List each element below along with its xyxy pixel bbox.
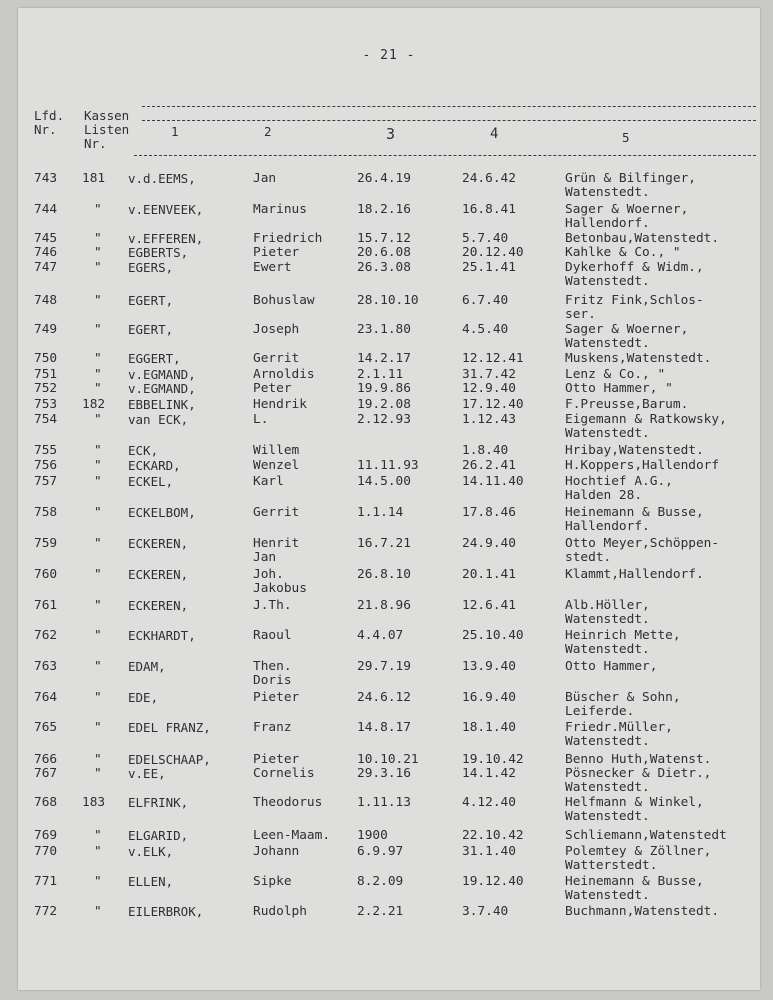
header-rule-bottom xyxy=(134,155,756,156)
row-birth-date: 14.8.17 xyxy=(357,720,411,735)
row-given-name: Hendrik xyxy=(253,397,307,412)
row-surname: ECKEL, xyxy=(128,474,174,489)
row-kassen-nr: " xyxy=(94,231,102,246)
row-surname: ECKHARDT, xyxy=(128,628,196,643)
row-given-name: Sipke xyxy=(253,874,292,889)
row-given-name: Willem xyxy=(253,443,300,458)
row-date: 22.10.42 xyxy=(462,828,524,843)
row-number: 759 xyxy=(34,536,58,551)
row-employer: F.Preusse,Barum. xyxy=(565,397,689,412)
row-employer: Polemtey & Zöllner, Watterstedt. xyxy=(565,844,712,874)
row-given-name: Bohuslaw xyxy=(253,293,315,308)
row-kassen-nr: " xyxy=(94,598,102,613)
row-birth-date: 1.1.14 xyxy=(357,505,404,520)
row-date: 1.8.40 xyxy=(462,443,509,458)
row-given-name: Henrit Jan xyxy=(253,536,300,566)
row-employer: Hribay,Watenstedt. xyxy=(565,443,704,458)
row-birth-date: 4.4.07 xyxy=(357,628,404,643)
row-given-name: Franz xyxy=(253,720,292,735)
row-birth-date: 2.12.93 xyxy=(357,412,411,427)
row-given-name: Karl xyxy=(253,474,284,489)
header-col-5: 5 xyxy=(622,130,630,145)
row-date: 1.12.43 xyxy=(462,412,516,427)
row-kassen-nr: " xyxy=(94,351,102,366)
row-birth-date: 21.8.96 xyxy=(357,598,411,613)
row-employer: Lenz & Co., " xyxy=(565,367,666,382)
row-given-name: Gerrit xyxy=(253,351,300,366)
row-employer: Hochtief A.G., Halden 28. xyxy=(565,474,673,504)
row-surname: EGERT, xyxy=(128,322,174,337)
row-birth-date: 16.7.21 xyxy=(357,536,411,551)
row-kassen-nr: " xyxy=(94,720,102,735)
row-surname: ECKEREN, xyxy=(128,567,189,582)
row-employer: Heinemann & Busse, Hallendorf. xyxy=(565,505,704,535)
header-rule-top-second xyxy=(142,120,756,121)
row-date: 18.1.40 xyxy=(462,720,516,735)
row-surname: ECKEREN, xyxy=(128,598,189,613)
header-col-1: 1 xyxy=(171,124,179,139)
row-date: 13.9.40 xyxy=(462,659,516,674)
row-kassen-nr: 181 xyxy=(82,171,106,186)
row-number: 768 xyxy=(34,795,58,810)
row-kassen-nr: " xyxy=(94,322,102,337)
row-birth-date: 29.3.16 xyxy=(357,766,411,781)
row-date: 24.9.40 xyxy=(462,536,516,551)
row-surname: EGERT, xyxy=(128,293,174,308)
row-date: 20.1.41 xyxy=(462,567,516,582)
row-employer: Kahlke & Co., " xyxy=(565,245,681,260)
row-given-name: L. xyxy=(253,412,269,427)
row-date: 14.1.42 xyxy=(462,766,516,781)
row-date: 31.1.40 xyxy=(462,844,516,859)
row-employer: Alb.Höller, Watenstedt. xyxy=(565,598,650,628)
row-kassen-nr: " xyxy=(94,474,102,489)
row-number: 752 xyxy=(34,381,58,396)
row-date: 19.10.42 xyxy=(462,752,524,767)
row-surname: van ECK, xyxy=(128,412,189,427)
row-employer: Pösnecker & Dietr., Watenstedt. xyxy=(565,766,712,796)
row-date: 14.11.40 xyxy=(462,474,524,489)
row-birth-date: 29.7.19 xyxy=(357,659,411,674)
row-date: 12.6.41 xyxy=(462,598,516,613)
row-given-name: Pieter xyxy=(253,245,300,260)
row-surname: ECKEREN, xyxy=(128,536,189,551)
row-date: 12.9.40 xyxy=(462,381,516,396)
row-employer: Heinemann & Busse, Watenstedt. xyxy=(565,874,704,904)
row-surname: v.d.EEMS, xyxy=(128,171,196,186)
row-date: 25.10.40 xyxy=(462,628,524,643)
row-employer: Buchmann,Watenstedt. xyxy=(565,904,720,919)
row-employer: Otto Meyer,Schöppen- stedt. xyxy=(565,536,720,566)
row-date: 4.12.40 xyxy=(462,795,516,810)
row-surname: EDEL FRANZ, xyxy=(128,720,211,735)
row-number: 745 xyxy=(34,231,58,246)
row-kassen-nr: " xyxy=(94,567,102,582)
row-number: 763 xyxy=(34,659,58,674)
row-kassen-nr: 183 xyxy=(82,795,106,810)
row-employer: Fritz Fink,Schlos- ser. xyxy=(565,293,704,323)
row-number: 771 xyxy=(34,874,58,889)
row-surname: ELGARID, xyxy=(128,828,189,843)
row-given-name: Marinus xyxy=(253,202,307,217)
row-employer: Heinrich Mette, Watenstedt. xyxy=(565,628,681,658)
row-date: 3.7.40 xyxy=(462,904,509,919)
row-given-name: Rudolph xyxy=(253,904,307,919)
row-given-name: Johann xyxy=(253,844,300,859)
row-kassen-nr: " xyxy=(94,659,102,674)
row-employer: Betonbau,Watenstedt. xyxy=(565,231,720,246)
row-date: 4.5.40 xyxy=(462,322,509,337)
row-kassen-nr: " xyxy=(94,381,102,396)
row-given-name: Raoul xyxy=(253,628,292,643)
row-kassen-nr: " xyxy=(94,904,102,919)
row-given-name: Friedrich xyxy=(253,231,323,246)
row-date: 25.1.41 xyxy=(462,260,516,275)
row-given-name: Ewert xyxy=(253,260,292,275)
row-given-name: Peter xyxy=(253,381,292,396)
row-given-name: Gerrit xyxy=(253,505,300,520)
row-birth-date: 24.6.12 xyxy=(357,690,411,705)
row-number: 765 xyxy=(34,720,58,735)
row-given-name: Leen-Maam. xyxy=(253,828,331,843)
row-number: 767 xyxy=(34,766,58,781)
row-number: 743 xyxy=(34,171,58,186)
row-date: 20.12.40 xyxy=(462,245,524,260)
row-given-name: Pieter xyxy=(253,690,300,705)
row-surname: ECK, xyxy=(128,443,159,458)
row-kassen-nr: " xyxy=(94,367,102,382)
row-number: 749 xyxy=(34,322,58,337)
row-birth-date: 14.2.17 xyxy=(357,351,411,366)
row-number: 753 xyxy=(34,397,58,412)
row-date: 17.8.46 xyxy=(462,505,516,520)
row-date: 31.7.42 xyxy=(462,367,516,382)
row-given-name: Joseph xyxy=(253,322,300,337)
header-col-3: 3 xyxy=(386,125,396,143)
row-kassen-nr: " xyxy=(94,245,102,260)
row-kassen-nr: " xyxy=(94,202,102,217)
row-birth-date: 26.3.08 xyxy=(357,260,411,275)
row-number: 746 xyxy=(34,245,58,260)
row-employer: Schliemann,Watenstedt xyxy=(565,828,727,843)
row-birth-date: 1.11.13 xyxy=(357,795,411,810)
row-surname: EGGERT, xyxy=(128,351,181,366)
row-surname: ECKELBOM, xyxy=(128,505,196,520)
document-page xyxy=(18,8,760,990)
row-given-name: J.Th. xyxy=(253,598,292,613)
header-col-2: 2 xyxy=(264,124,272,139)
row-surname: ELFRINK, xyxy=(128,795,189,810)
row-kassen-nr: 182 xyxy=(82,397,106,412)
row-number: 766 xyxy=(34,752,58,767)
row-surname: EDE, xyxy=(128,690,159,705)
row-date: 12.12.41 xyxy=(462,351,524,366)
row-number: 744 xyxy=(34,202,58,217)
row-surname: EDAM, xyxy=(128,659,166,674)
row-given-name: Theodorus xyxy=(253,795,323,810)
row-birth-date: 20.6.08 xyxy=(357,245,411,260)
header-rule-top xyxy=(142,106,756,107)
row-date: 16.8.41 xyxy=(462,202,516,217)
row-surname: EGBERTS, xyxy=(128,245,189,260)
row-surname: EILERBROK, xyxy=(128,904,204,919)
row-given-name: Arnoldis xyxy=(253,367,315,382)
row-kassen-nr: " xyxy=(94,260,102,275)
row-given-name: Pieter xyxy=(253,752,300,767)
row-kassen-nr: " xyxy=(94,844,102,859)
row-surname: v.EENVEEK, xyxy=(128,202,204,217)
row-kassen-nr: " xyxy=(94,690,102,705)
row-surname: v.EE, xyxy=(128,766,166,781)
row-number: 755 xyxy=(34,443,58,458)
row-number: 747 xyxy=(34,260,58,275)
row-birth-date: 26.4.19 xyxy=(357,171,411,186)
row-kassen-nr: " xyxy=(94,293,102,308)
page-number: - 21 - xyxy=(362,48,416,63)
row-date: 17.12.40 xyxy=(462,397,524,412)
row-date: 26.2.41 xyxy=(462,458,516,473)
row-surname: EGERS, xyxy=(128,260,174,275)
row-employer: Otto Hammer, " xyxy=(565,381,673,396)
row-given-name: Jan xyxy=(253,171,277,186)
row-given-name: Then. Doris xyxy=(253,659,292,689)
row-employer: Grün & Bilfinger, Watenstedt. xyxy=(565,171,696,201)
row-employer: Benno Huth,Watenst. xyxy=(565,752,712,767)
row-birth-date: 2.1.11 xyxy=(357,367,404,382)
row-date: 19.12.40 xyxy=(462,874,524,889)
row-surname: v.ELK, xyxy=(128,844,174,859)
row-kassen-nr: " xyxy=(94,874,102,889)
row-surname: v.EFFEREN, xyxy=(128,231,204,246)
row-date: 5.7.40 xyxy=(462,231,509,246)
row-kassen-nr: " xyxy=(94,412,102,427)
row-number: 756 xyxy=(34,458,58,473)
row-employer: Sager & Woerner, Hallendorf. xyxy=(565,202,689,232)
row-birth-date: 11.11.93 xyxy=(357,458,419,473)
row-birth-date: 10.10.21 xyxy=(357,752,419,767)
row-number: 772 xyxy=(34,904,58,919)
row-employer: Helfmann & Winkel, Watenstedt. xyxy=(565,795,704,825)
row-birth-date: 2.2.21 xyxy=(357,904,404,919)
row-surname: EBBELINK, xyxy=(128,397,196,412)
row-birth-date: 15.7.12 xyxy=(357,231,411,246)
row-employer: Klammt,Hallendorf. xyxy=(565,567,704,582)
row-birth-date: 18.2.16 xyxy=(357,202,411,217)
row-date: 6.7.40 xyxy=(462,293,509,308)
row-employer: Muskens,Watenstedt. xyxy=(565,351,712,366)
row-employer: Otto Hammer, xyxy=(565,659,658,674)
row-employer: H.Koppers,Hallendorf xyxy=(565,458,720,473)
row-number: 754 xyxy=(34,412,58,427)
row-employer: Friedr.Müller, Watenstedt. xyxy=(565,720,673,750)
row-surname: ECKARD, xyxy=(128,458,181,473)
row-given-name: Wenzel xyxy=(253,458,300,473)
header-col-4: 4 xyxy=(490,126,499,142)
row-birth-date: 19.2.08 xyxy=(357,397,411,412)
row-number: 770 xyxy=(34,844,58,859)
row-employer: Dykerhoff & Widm., Watenstedt. xyxy=(565,260,704,290)
row-number: 764 xyxy=(34,690,58,705)
row-surname: EDELSCHAAP, xyxy=(128,752,211,767)
row-birth-date: 19.9.86 xyxy=(357,381,411,396)
row-surname: ELLEN, xyxy=(128,874,174,889)
row-given-name: Cornelis xyxy=(253,766,315,781)
row-employer: Büscher & Sohn, Leiferde. xyxy=(565,690,681,720)
header-kassen-listen-nr: Kassen Listen Nr. xyxy=(84,108,130,151)
row-number: 762 xyxy=(34,628,58,643)
row-date: 16.9.40 xyxy=(462,690,516,705)
row-birth-date: 14.5.00 xyxy=(357,474,411,489)
row-birth-date: 28.10.10 xyxy=(357,293,419,308)
row-kassen-nr: " xyxy=(94,536,102,551)
row-number: 761 xyxy=(34,598,58,613)
row-number: 751 xyxy=(34,367,58,382)
row-birth-date: 1900 xyxy=(357,828,388,843)
row-kassen-nr: " xyxy=(94,443,102,458)
row-kassen-nr: " xyxy=(94,828,102,843)
row-given-name: Joh. Jakobus xyxy=(253,567,307,597)
row-number: 748 xyxy=(34,293,58,308)
row-birth-date: 6.9.97 xyxy=(357,844,404,859)
row-kassen-nr: " xyxy=(94,752,102,767)
row-surname: v.EGMAND, xyxy=(128,381,196,396)
row-kassen-nr: " xyxy=(94,766,102,781)
row-kassen-nr: " xyxy=(94,458,102,473)
row-number: 760 xyxy=(34,567,58,582)
row-employer: Eigemann & Ratkowsky, Watenstedt. xyxy=(565,412,727,442)
row-birth-date: 23.1.80 xyxy=(357,322,411,337)
row-kassen-nr: " xyxy=(94,628,102,643)
row-kassen-nr: " xyxy=(94,505,102,520)
row-birth-date: 8.2.09 xyxy=(357,874,404,889)
row-number: 758 xyxy=(34,505,58,520)
row-number: 750 xyxy=(34,351,58,366)
row-number: 769 xyxy=(34,828,58,843)
row-birth-date: 26.8.10 xyxy=(357,567,411,582)
row-number: 757 xyxy=(34,474,58,489)
header-lfd-nr: Lfd. Nr. xyxy=(34,108,65,137)
row-date: 24.6.42 xyxy=(462,171,516,186)
row-surname: v.EGMAND, xyxy=(128,367,196,382)
row-employer: Sager & Woerner, Watenstedt. xyxy=(565,322,689,352)
